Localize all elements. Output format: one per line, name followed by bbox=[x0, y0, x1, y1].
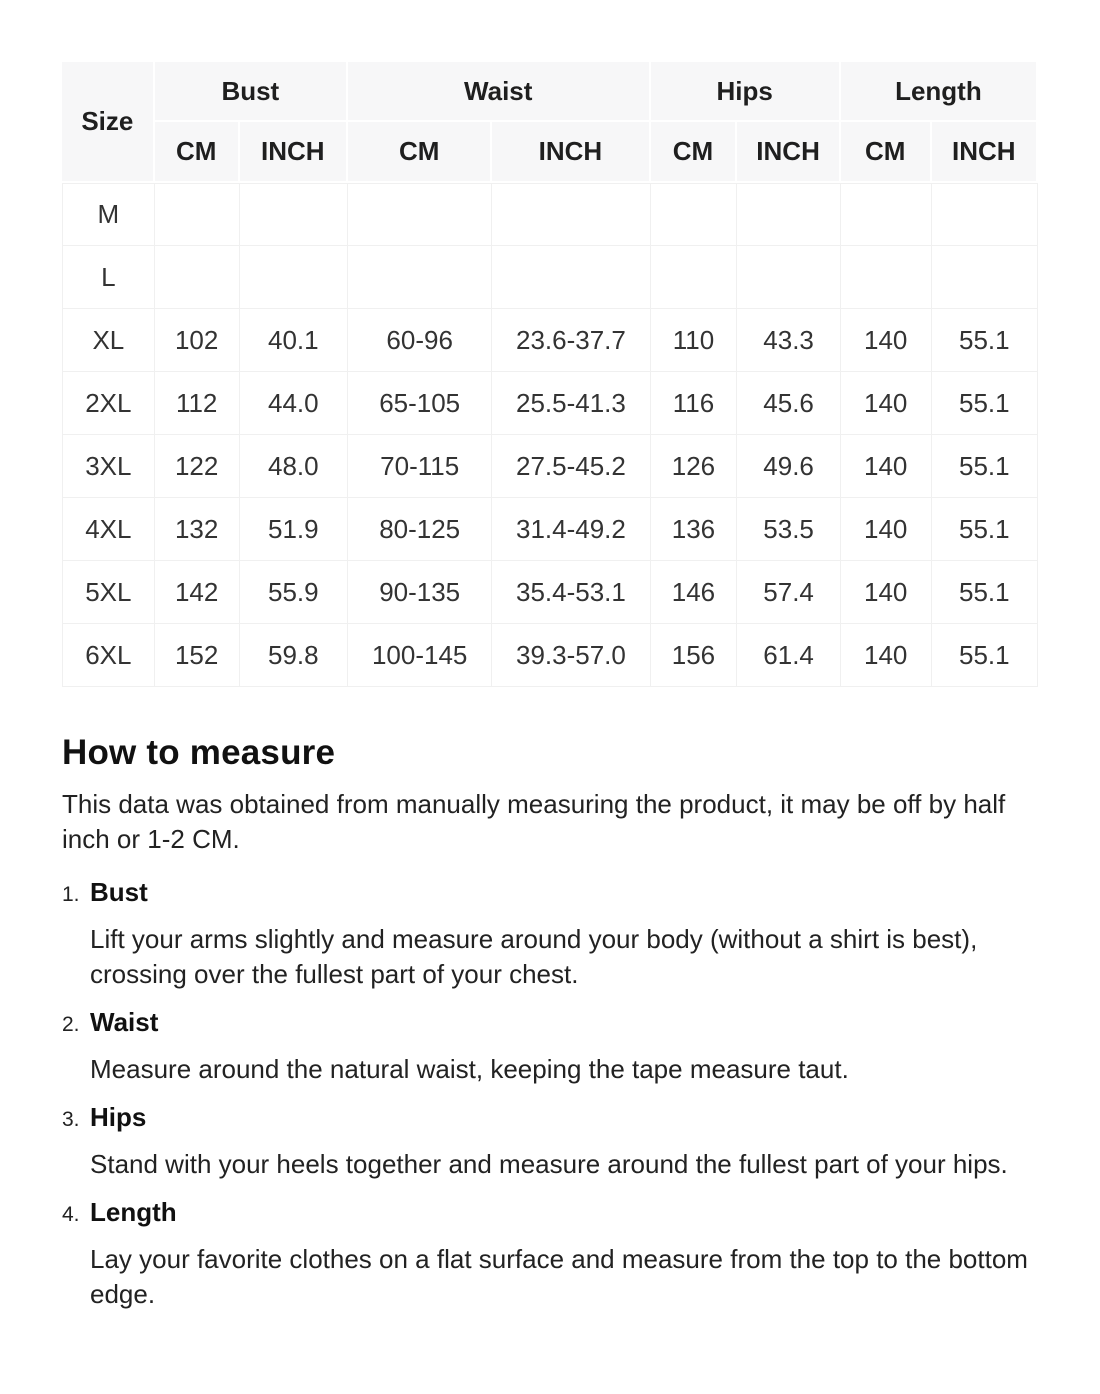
step-number: 3. bbox=[62, 1108, 80, 1131]
unit-header-waist-inch: INCH bbox=[492, 122, 650, 183]
column-group-hips: Hips bbox=[651, 62, 841, 122]
value-cell: 35.4-53.1 bbox=[492, 561, 650, 624]
value-cell: 55.1 bbox=[932, 561, 1038, 624]
step-title: Bust bbox=[90, 877, 148, 907]
value-cell: 136 bbox=[651, 498, 738, 561]
step-number: 1. bbox=[62, 883, 80, 906]
value-cell: 152 bbox=[155, 624, 240, 687]
value-cell: 100-145 bbox=[348, 624, 492, 687]
step-description: Lift your arms slightly and measure around your body (without a shirt is best), crossing over the fullest part of your chest. bbox=[90, 924, 978, 989]
value-cell: 61.4 bbox=[737, 624, 840, 687]
value-cell bbox=[240, 183, 348, 246]
value-cell: 40.1 bbox=[240, 309, 348, 372]
value-cell: 55.1 bbox=[932, 498, 1038, 561]
value-cell bbox=[492, 183, 650, 246]
value-cell bbox=[492, 246, 650, 309]
table-row bbox=[62, 435, 1038, 498]
value-cell: 102 bbox=[155, 309, 240, 372]
value-cell: 44.0 bbox=[240, 372, 348, 435]
value-cell: 59.8 bbox=[240, 624, 348, 687]
value-cell: 31.4-49.2 bbox=[492, 498, 650, 561]
value-cell: 39.3-57.0 bbox=[492, 624, 650, 687]
value-cell: 140 bbox=[841, 498, 932, 561]
value-cell: 112 bbox=[155, 372, 240, 435]
unit-header-hips-inch: INCH bbox=[737, 122, 840, 183]
value-cell: 90-135 bbox=[348, 561, 492, 624]
column-group-length: Length bbox=[841, 62, 1038, 122]
size-cell: L bbox=[62, 246, 155, 309]
unit-header-length-inch: INCH bbox=[932, 122, 1038, 183]
value-cell bbox=[651, 183, 738, 246]
value-cell: 51.9 bbox=[240, 498, 348, 561]
unit-header-waist-cm: CM bbox=[348, 122, 492, 183]
size-chart-header bbox=[62, 62, 1038, 183]
value-cell: 140 bbox=[841, 372, 932, 435]
value-cell: 70-115 bbox=[348, 435, 492, 498]
table-row bbox=[62, 561, 1038, 624]
value-cell: 140 bbox=[841, 309, 932, 372]
value-cell bbox=[932, 246, 1038, 309]
unit-header-length-cm: CM bbox=[841, 122, 932, 183]
step-number: 4. bbox=[62, 1203, 80, 1226]
step-title: Waist bbox=[90, 1007, 159, 1037]
table-row bbox=[62, 246, 1038, 309]
value-cell: 48.0 bbox=[240, 435, 348, 498]
step-title: Hips bbox=[90, 1102, 147, 1132]
size-cell: 3XL bbox=[62, 435, 155, 498]
value-cell: 156 bbox=[651, 624, 738, 687]
step-description: Stand with your heels together and measure around the fullest part of your hips. bbox=[90, 1149, 1008, 1179]
value-cell: 122 bbox=[155, 435, 240, 498]
value-cell: 49.6 bbox=[737, 435, 840, 498]
value-cell bbox=[348, 183, 492, 246]
unit-header-bust-inch: INCH bbox=[240, 122, 348, 183]
measure-steps-list bbox=[62, 875, 1038, 1312]
table-row bbox=[62, 372, 1038, 435]
value-cell: 146 bbox=[651, 561, 738, 624]
step-heading bbox=[62, 1005, 1038, 1042]
value-cell bbox=[841, 183, 932, 246]
value-cell: 140 bbox=[841, 561, 932, 624]
step-number: 2. bbox=[62, 1013, 80, 1036]
column-header-size: Size bbox=[62, 62, 155, 183]
column-group-bust: Bust bbox=[155, 62, 348, 122]
value-cell: 140 bbox=[841, 624, 932, 687]
size-cell: M bbox=[62, 183, 155, 246]
measure-intro-text: This data was obtained from manually measuring the product, it may be off by half inch or 1-2 CM. bbox=[62, 789, 1006, 854]
size-cell: 5XL bbox=[62, 561, 155, 624]
value-cell: 55.9 bbox=[240, 561, 348, 624]
value-cell: 57.4 bbox=[737, 561, 840, 624]
unit-header-hips-cm: CM bbox=[651, 122, 738, 183]
value-cell: 27.5-45.2 bbox=[492, 435, 650, 498]
value-cell bbox=[240, 246, 348, 309]
value-cell: 55.1 bbox=[932, 309, 1038, 372]
value-cell: 140 bbox=[841, 435, 932, 498]
value-cell bbox=[155, 183, 240, 246]
size-chart-body bbox=[62, 183, 1038, 687]
unit-header-bust-cm: CM bbox=[155, 122, 240, 183]
value-cell: 126 bbox=[651, 435, 738, 498]
value-cell: 142 bbox=[155, 561, 240, 624]
table-row bbox=[62, 624, 1038, 687]
value-cell bbox=[348, 246, 492, 309]
value-cell: 45.6 bbox=[737, 372, 840, 435]
header-unit-row bbox=[62, 122, 1038, 183]
table-row bbox=[62, 498, 1038, 561]
table-row bbox=[62, 309, 1038, 372]
measure-step-waist bbox=[62, 1005, 1038, 1087]
value-cell: 60-96 bbox=[348, 309, 492, 372]
step-heading bbox=[62, 1195, 1038, 1232]
value-cell: 55.1 bbox=[932, 624, 1038, 687]
value-cell: 80-125 bbox=[348, 498, 492, 561]
value-cell: 116 bbox=[651, 372, 738, 435]
size-cell: XL bbox=[62, 309, 155, 372]
size-cell: 4XL bbox=[62, 498, 155, 561]
column-group-waist: Waist bbox=[348, 62, 651, 122]
step-description: Measure around the natural waist, keeping the tape measure taut. bbox=[90, 1054, 849, 1084]
how-to-measure-title: How to measure bbox=[62, 733, 336, 772]
value-cell bbox=[651, 246, 738, 309]
value-cell bbox=[155, 246, 240, 309]
value-cell bbox=[932, 183, 1038, 246]
value-cell: 43.3 bbox=[737, 309, 840, 372]
header-group-row bbox=[62, 62, 1038, 122]
value-cell: 110 bbox=[651, 309, 738, 372]
step-heading bbox=[62, 1100, 1038, 1137]
size-chart-table bbox=[62, 62, 1038, 687]
size-cell: 2XL bbox=[62, 372, 155, 435]
step-heading bbox=[62, 875, 1038, 912]
value-cell bbox=[841, 246, 932, 309]
value-cell: 132 bbox=[155, 498, 240, 561]
value-cell: 25.5-41.3 bbox=[492, 372, 650, 435]
value-cell: 23.6-37.7 bbox=[492, 309, 650, 372]
value-cell: 65-105 bbox=[348, 372, 492, 435]
value-cell: 53.5 bbox=[737, 498, 840, 561]
size-cell: 6XL bbox=[62, 624, 155, 687]
value-cell: 55.1 bbox=[932, 372, 1038, 435]
measure-step-length bbox=[62, 1195, 1038, 1312]
value-cell bbox=[737, 183, 840, 246]
measure-step-bust bbox=[62, 875, 1038, 992]
value-cell bbox=[737, 246, 840, 309]
step-description: Lay your favorite clothes on a flat surface and measure from the top to the bottom edge. bbox=[90, 1244, 1028, 1309]
value-cell: 55.1 bbox=[932, 435, 1038, 498]
table-row bbox=[62, 183, 1038, 246]
step-title: Length bbox=[90, 1197, 177, 1227]
measure-step-hips bbox=[62, 1100, 1038, 1182]
